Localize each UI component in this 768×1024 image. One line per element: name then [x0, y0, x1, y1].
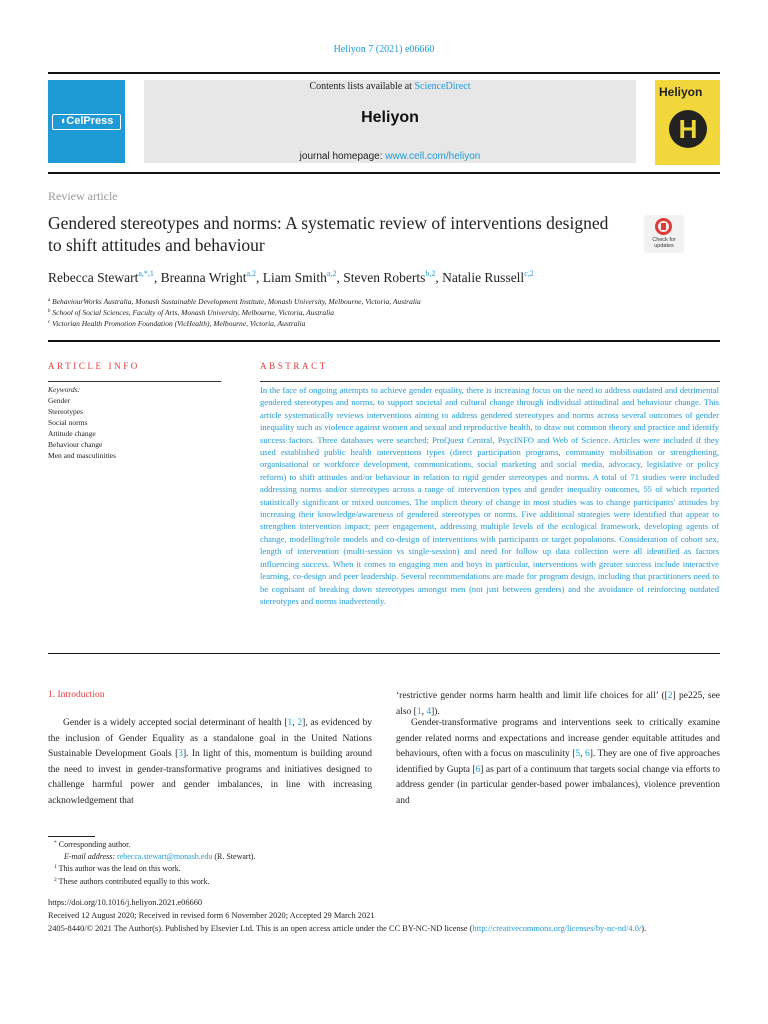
- author-affiliation-link[interactable]: a,2: [326, 269, 337, 278]
- affiliation-text: Victorian Health Promotion Foundation (VicHealth), Melbourne, Victoria, Australia: [52, 319, 306, 328]
- keyword: Men and masculinities: [48, 451, 116, 460]
- affiliation: [48, 297, 421, 306]
- footnote-email: [64, 852, 255, 861]
- section-rule: [48, 653, 720, 654]
- author-name: Breanna Wright: [160, 270, 247, 285]
- cellpress-logo: [52, 114, 121, 130]
- section-rule: [48, 340, 720, 342]
- author-name: Liam Smith: [262, 270, 327, 285]
- header-rule-top: [48, 72, 720, 74]
- journal-cover[interactable]: [655, 80, 720, 165]
- paragraph-text: ]. They are one of five approaches identified by Gupta [: [396, 749, 720, 775]
- reference-link[interactable]: 4: [426, 706, 432, 717]
- paragraph-text: ]).: [431, 706, 440, 717]
- paragraph-text: ‘restrictive gender norms harm health and limit life choices for all’ ([: [396, 691, 668, 701]
- reference-link[interactable]: 6: [584, 749, 590, 760]
- keyword: Attitude change: [48, 429, 96, 438]
- reference-link[interactable]: 6: [475, 764, 481, 775]
- homepage-line: [144, 151, 636, 162]
- reference-link[interactable]: 3: [178, 749, 183, 760]
- affiliation-text: BehaviourWorks Australia, Monash Sustainable Development Institute, Monash University, Melbourne, Victoria, Australia: [52, 297, 421, 306]
- keywords-label: Keywords:: [48, 385, 81, 394]
- cellpress-logo-text: CelPress: [66, 115, 114, 127]
- footnote-mark: *: [54, 840, 57, 846]
- header-rule-bottom: [48, 172, 720, 174]
- abstract-heading: ABSTRACT: [260, 361, 328, 371]
- footnote-text: These authors contributed equally to this work.: [58, 877, 210, 886]
- author-affiliation-link[interactable]: b,2: [425, 269, 436, 278]
- paragraph-text: ] as part of a continuum that targets social change via efforts to address gender (in particular gender-based power imbalances), violence prevention and: [396, 764, 720, 806]
- footnote-1: [54, 864, 181, 873]
- email-label: E-mail address:: [64, 852, 118, 861]
- check-updates-icon: [655, 218, 672, 235]
- email-link[interactable]: rebecca.stewart@monash.edu: [117, 852, 213, 861]
- footnote-rule: [48, 836, 95, 837]
- author-list: Rebecca Stewart$^{a,*,1}$, Breanna Wright$^{a,2}$, Liam Smith$^{a,2}$, Steven Roberts$^{b,2}$, Natalie Russell$^{c,2}$: [48, 269, 534, 285]
- paragraph-text: ] pe225, see also [: [396, 691, 721, 717]
- article-title: Gendered stereotypes and norms: A systematic review of interventions designed to shift attitudes and behaviour: [48, 213, 609, 255]
- intro-left-paragraph: [48, 716, 372, 810]
- footnote-text: Corresponding author.: [58, 840, 131, 849]
- footnote-2: [54, 877, 209, 886]
- paragraph-text: ]. In light of this, momentum is building around the need to invest in gender-transformative programs and initiatives designed to challenge harmful power and gender imbalances, in line with increasing acknowledgement that: [48, 749, 372, 806]
- license-suffix: ).: [641, 924, 647, 933]
- abstract-text: In the face of ongoing attempts to achieve gender equality, there is increasing focus on the need to address outdated and detrimental gendered stereotypes and norms, to support societal and cultural change through individual attitudinal and behaviour change. This article systematically reviews interventions aiming to address gendered stereotypes and norms across several outcomes of gender inequality such as violence against women and sexual and reproductive health, to draw out common theory and practice and identify success factors. Three databases were searched; ProQuest Central, PsycINFO and Web of Science. Articles were included if they used established public health interventions types (direct participation programs, community mobilisation or strengthening, organisational or workforce development, communications, social marketing and social media, advocacy, legislative or policy reform) to shift attitudes and/or behaviour in relation to rigid gender stereotypes and norms. A total of 71 studies were included addressing norms and/or stereotypes across a range of intervention types and gender inequality outcomes, 55 of which reported statistically significant or mixed outcomes. The implicit theory of change in most studies was to change participants' attitudes by increasing their knowledge/awareness of gendered stereotypes or norms. Five additional strategies were identified that appear to strengthen intervention impact; peer engagement, addressing multiple levels of the ecological framework, developing agents of change, modelling/role models and co-design of interventions with participants or target populations. Consideration of cohort sex, length of intervention (multi-session vs single-session) and need for follow up data collection were all identified as factors influencing success. When it comes to engaging men and boys in particular, interventions with greater success include interactive learning, co-design and peer leadership. Several recommendations are made for program design, including that practitioners need to be cognisant of breaking down stereotypes amongst men (not just between genders) and the avoidance of reinforcing outdated stereotypes and norms inadvertently.: [260, 385, 719, 606]
- author-affiliation-link[interactable]: c,2: [524, 269, 534, 278]
- affiliation-mark: b: [48, 309, 51, 314]
- license-text: [48, 923, 720, 935]
- article-info-heading: ARTICLE INFO: [48, 361, 140, 371]
- reference-link[interactable]: 2: [667, 691, 673, 701]
- affiliation: [48, 308, 334, 317]
- footnote-text: This author was the lead on this work.: [58, 864, 181, 873]
- footnote-mark: 1: [54, 864, 57, 870]
- affiliation-mark: a: [48, 298, 51, 303]
- author-affiliation-link[interactable]: a,*,1: [138, 269, 154, 278]
- license-prefix: 2405-8440/© 2021 The Author(s). Published by Elsevier Ltd. This is an open access article under the CC BY-NC-ND license (: [48, 924, 473, 933]
- footnote-text: (R. Stewart).: [212, 852, 256, 861]
- reference-link[interactable]: 5: [575, 749, 581, 760]
- paragraph-text: ,: [580, 749, 585, 760]
- check-updates-label: Check for updates: [652, 237, 676, 249]
- cover-h-icon: H: [669, 110, 707, 148]
- intro-right-paragraph: [396, 716, 720, 810]
- license-link[interactable]: http://creativecommons.org/licenses/by-nc-nd/4.0/: [472, 924, 642, 933]
- journal-banner: [144, 80, 636, 163]
- journal-citation[interactable]: Heliyon 7 (2021) e06660: [333, 44, 435, 55]
- journal-name: Heliyon: [361, 109, 419, 126]
- reference-link[interactable]: 2: [297, 718, 303, 728]
- article-info-rule: [48, 381, 221, 382]
- affiliation-mark: c: [48, 320, 51, 325]
- author-name: Rebecca Stewart: [48, 270, 139, 285]
- author-affiliation-link[interactable]: a,2: [246, 269, 257, 278]
- contents-prefix: Contents lists available at: [309, 81, 415, 92]
- paragraph-text: ,: [292, 718, 298, 728]
- abstract-rule: [260, 381, 720, 382]
- affiliation-text: School of Social Sciences, Faculty of Arts, Monash University, Melbourne, Victoria, Australia: [52, 308, 335, 317]
- footnote-mark: 2: [54, 877, 57, 883]
- paragraph-text: ], as evidenced by the inclusion of Gender Equality as a standalone goal in the United Nations Sustainable Development Goals [: [48, 718, 372, 760]
- affiliation: [48, 319, 305, 328]
- keyword: Stereotypes: [48, 407, 83, 416]
- doi-link[interactable]: https://doi.org/10.1016/j.heliyon.2021.e06660: [48, 898, 203, 907]
- cellpress-logo-box[interactable]: [48, 80, 125, 163]
- keyword: Social norms: [48, 418, 88, 427]
- footnote-corresponding: [54, 840, 130, 849]
- paragraph-text: ,: [421, 706, 427, 717]
- introduction-heading: 1. Introduction: [48, 690, 105, 700]
- author-name: Natalie Russell: [442, 270, 525, 285]
- keyword: Gender: [48, 396, 71, 405]
- paragraph-text: Gender-transformative programs and interventions seek to critically examine gender related norms and expectations and increase gender equitable attitudes and behaviours, often with a focus on masculinity [: [396, 718, 720, 760]
- cover-title: Heliyon: [659, 85, 703, 99]
- cellpress-c-icon: ◖: [59, 115, 67, 127]
- author-name: Steven Roberts: [343, 270, 426, 285]
- homepage-link[interactable]: www.cell.com/heliyon: [385, 151, 481, 162]
- contents-line: [144, 81, 636, 92]
- received-dates: Received 12 August 2020; Received in revised form 6 November 2020; Accepted 29 March 2021: [48, 911, 375, 920]
- homepage-prefix: journal homepage:: [299, 151, 386, 162]
- article-type: Review article: [48, 189, 118, 203]
- check-for-updates-button[interactable]: [644, 215, 684, 253]
- reference-link[interactable]: 1: [287, 718, 293, 728]
- paragraph-text: Gender is a widely accepted social determinant of health [: [63, 718, 288, 728]
- reference-link[interactable]: 1: [416, 706, 422, 717]
- sciencedirect-link[interactable]: ScienceDirect: [414, 81, 471, 92]
- keyword: Behaviour change: [48, 440, 103, 449]
